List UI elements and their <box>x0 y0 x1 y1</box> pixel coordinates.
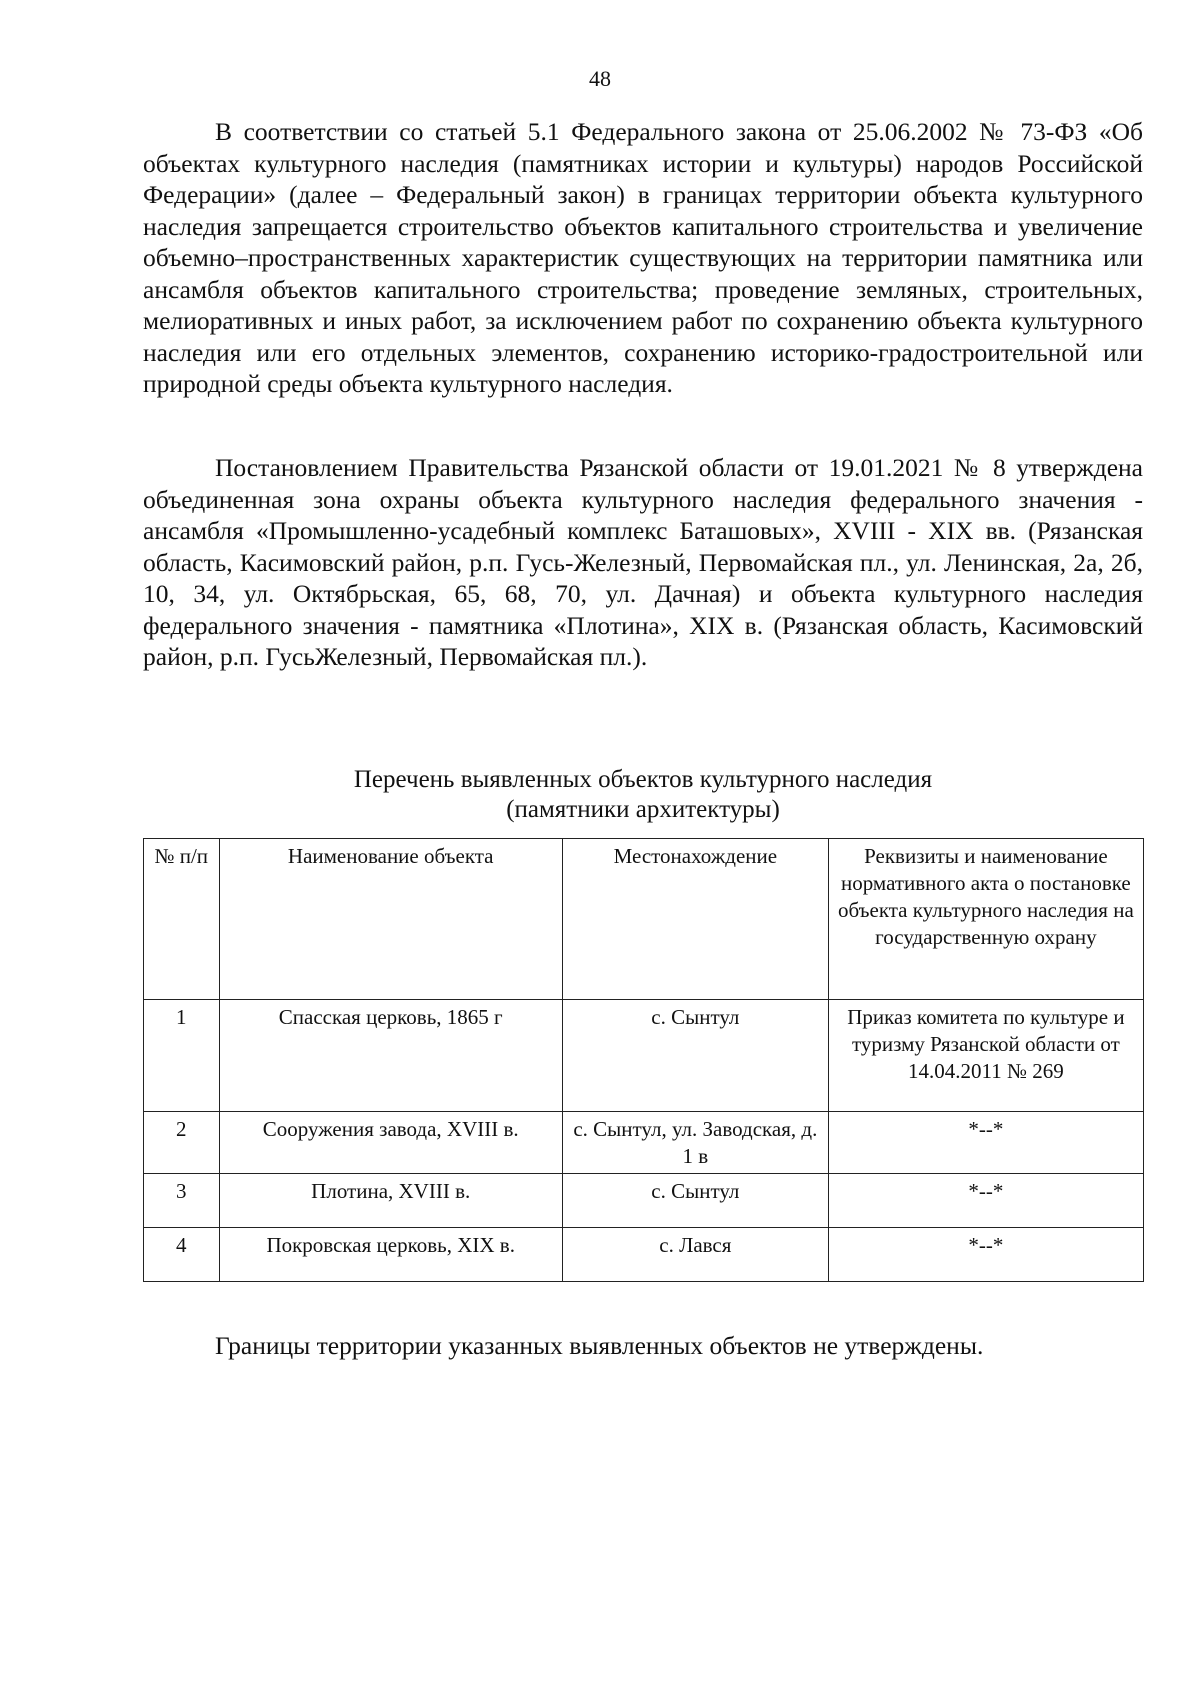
closing-statement <box>143 1330 1143 1361</box>
cell-object-name: Покровская церковь, XIX в. <box>219 1228 562 1282</box>
heritage-objects-table <box>143 838 1144 1282</box>
cell-legal-act: *--* <box>828 1112 1143 1174</box>
table-row <box>144 1112 1144 1174</box>
table-header-row <box>144 839 1144 1000</box>
table-title-line-2: (памятники архитектуры) <box>506 796 780 823</box>
page-number: 48 <box>589 66 611 91</box>
cell-object-name: Плотина, XVIII в. <box>219 1174 562 1228</box>
header-location: Местонахождение <box>562 839 828 1000</box>
cell-location: с. Сынтул <box>562 1174 828 1228</box>
header-object-name: Наименование объекта <box>219 839 562 1000</box>
table-title-line-1: Перечень выявленных объектов культурного наследия <box>353 766 933 793</box>
cell-legal-act: *--* <box>828 1228 1143 1282</box>
cell-location: с. Сынтул, ул. Заводская, д. 1 в <box>562 1112 828 1174</box>
cell-number: 1 <box>144 1000 220 1112</box>
closing-text: Границы территории указанных выявленных объектов не утверждены. <box>215 1331 984 1360</box>
paragraph-2-text: Постановлением Правительства Рязанской области от 19.01.2021 № 8 утверждена объединенная зона охраны объекта культурного наследия федерального значения - ансамбля «Промышленно-усадебный комплекс Баташовых», XVIII - XIX вв. (Рязанская область, Касимовский район, р.п. Гусь-Железный, Первомайская пл., ул. Ленинская, 2а, 2б, 10, 34, ул. Октябрьская, 65, 68, 70, ул. Дачная) и объекта культурного наследия федерального значения - памятника «Плотина», XIX в. (Рязанская область, Касимовский район, р.п. ГусьЖелезный, Первомайская пл.). <box>143 453 1143 671</box>
paragraph-1-text: В соответствии со статьей 5.1 Федерального закона от 25.06.2002 № 73-ФЗ «Об объектах культурного наследия (памятниках истории и культуры) народов Российской Федерации» (далее – Федеральный закон) в границах территории объекта культурного наследия запрещается строительство объектов капитального строительства и увеличение объемно–пространственных характеристик существующих на территории памятника или ансамбля объектов капитального строительства; проведение земляных, строительных, мелиоративных и иных работ, за исключением работ по сохранению объекта культурного наследия или его отдельных элементов, сохранению историко-градостроительной или природной среды объекта культурного наследия. <box>143 117 1143 398</box>
paragraph-article-5-1 <box>143 116 1143 400</box>
header-number: № п/п <box>144 839 220 1000</box>
table-row <box>144 1174 1144 1228</box>
cell-object-name: Сооружения завода, XVIII в. <box>219 1112 562 1174</box>
cell-object-name: Спасская церковь, 1865 г <box>219 1000 562 1112</box>
table-title <box>143 765 1143 825</box>
header-legal-act: Реквизиты и наименование нормативного акта о постановке объекта культурного наследия на государственную охрану <box>828 839 1143 1000</box>
cell-number: 2 <box>144 1112 220 1174</box>
cell-number: 3 <box>144 1174 220 1228</box>
table-row <box>144 1000 1144 1112</box>
paragraph-resolution <box>143 452 1143 673</box>
cell-location: с. Лався <box>562 1228 828 1282</box>
cell-number: 4 <box>144 1228 220 1282</box>
cell-legal-act: *--* <box>828 1174 1143 1228</box>
cell-legal-act: Приказ комитета по культуре и туризму Рязанской области от 14.04.2011 № 269 <box>828 1000 1143 1112</box>
table-row <box>144 1228 1144 1282</box>
cell-location: с. Сынтул <box>562 1000 828 1112</box>
